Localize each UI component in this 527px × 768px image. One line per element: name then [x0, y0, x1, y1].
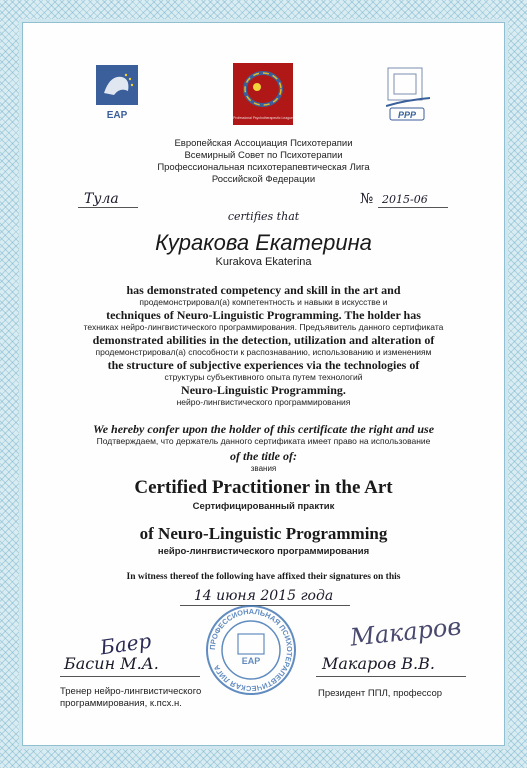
body-line-en: the structure of subjective experiences via the technologies of: [107, 358, 420, 372]
witness-line: In witness thereof the following have affixed their signatures on this: [126, 572, 401, 582]
cert-subtitle-en: of Neuro-Linguistic Programming: [139, 524, 388, 543]
seal-ring-text: ПРОФЕССИОНАЛЬНАЯ ПСИХОТЕРАПЕВТИЧЕСКАЯ ЛИГА: [207, 606, 295, 694]
body-line-en: techniques of Neuro-Linguistic Programming. The holder has: [106, 308, 421, 322]
eap-logo: [96, 65, 138, 121]
body-line-ru: нейро-лингвистического программирования: [176, 397, 351, 407]
body-line-en: demonstrated abilities in the detection, utilization and alteration of: [92, 333, 435, 347]
cert-subtitle-ru: нейро-лингвистического программирования: [157, 546, 370, 557]
body-line-ru: техниках нейро-лингвистического программирования. Предъявитель данного сертификата: [83, 322, 444, 332]
confer-ru: Подтверждаем, что держатель данного сертификата имеет право на использование: [96, 436, 431, 446]
left-signer-role: [60, 686, 201, 710]
number-label: №: [360, 191, 374, 207]
right-signer-name: Макаров В.В.: [322, 654, 435, 673]
title-of-ru: звания: [250, 464, 277, 473]
org-line: Российской Федерации: [211, 174, 316, 185]
holder-name-latin: Kurakova Ekaterina: [215, 256, 312, 268]
left-signer-role-line: Тренер нейро-лингвистического: [60, 686, 202, 697]
wcp-logo-text: Professional Psychotherapeutic League: [233, 116, 293, 120]
body-line-ru: продемонстрировал(а) способности к распознаванию, использованию и изменениям: [95, 347, 432, 357]
left-signature-line: [60, 676, 200, 677]
city-underline: [78, 207, 138, 208]
right-signature-scrawl: Макаров: [348, 612, 463, 652]
signing-date: 14 июня 2015 года: [193, 588, 334, 604]
wcp-logo: [233, 63, 293, 125]
left-signer-name: Басин М.А.: [64, 654, 159, 673]
ppp-logo: [386, 66, 432, 122]
left-signature-scrawl: Баер: [98, 628, 153, 660]
body-line-ru: продемонстрировал(а) компетентность и навыки в искусстве и: [139, 297, 388, 307]
seal-center-text: EAP: [241, 656, 261, 666]
cert-title-ru: Сертифицированный практик: [192, 501, 335, 512]
right-signature-line: [316, 676, 466, 677]
org-line: Всемирный Совет по Психотерапии: [184, 150, 343, 161]
eap-logo-text: EAP: [106, 110, 128, 121]
org-line: Европейская Ассоциация Психотерапии: [174, 138, 353, 149]
holder-name: Куракова Екатерина: [155, 230, 372, 255]
title-of-en: of the title of:: [230, 449, 297, 463]
left-signer-role-line: программирования, к.псх.н.: [60, 698, 182, 709]
ppp-logo-text: PPP: [397, 110, 417, 120]
certifies-that: certifies that: [227, 210, 300, 223]
body-text: [0, 283, 527, 407]
org-line: Профессиональная психотерапевтическая Лига: [157, 162, 370, 173]
confer-en: We hereby confer upon the holder of this certificate the right and use: [92, 422, 435, 436]
org-header: [0, 138, 527, 186]
league-seal: [205, 604, 297, 696]
body-line-en: has demonstrated competency and skill in the art and: [126, 283, 401, 297]
body-line-en: Neuro-Linguistic Programming.: [181, 383, 346, 397]
body-line-ru: структуры субъективного опыта путем технологий: [164, 372, 363, 382]
cert-title-en: Certified Practitioner in the Art: [134, 477, 393, 498]
right-signer-role: Президент ППЛ, профессор: [318, 688, 443, 699]
certificate-number: 2015-06: [382, 193, 428, 206]
city: Тула: [84, 191, 119, 207]
number-underline: [378, 207, 448, 208]
